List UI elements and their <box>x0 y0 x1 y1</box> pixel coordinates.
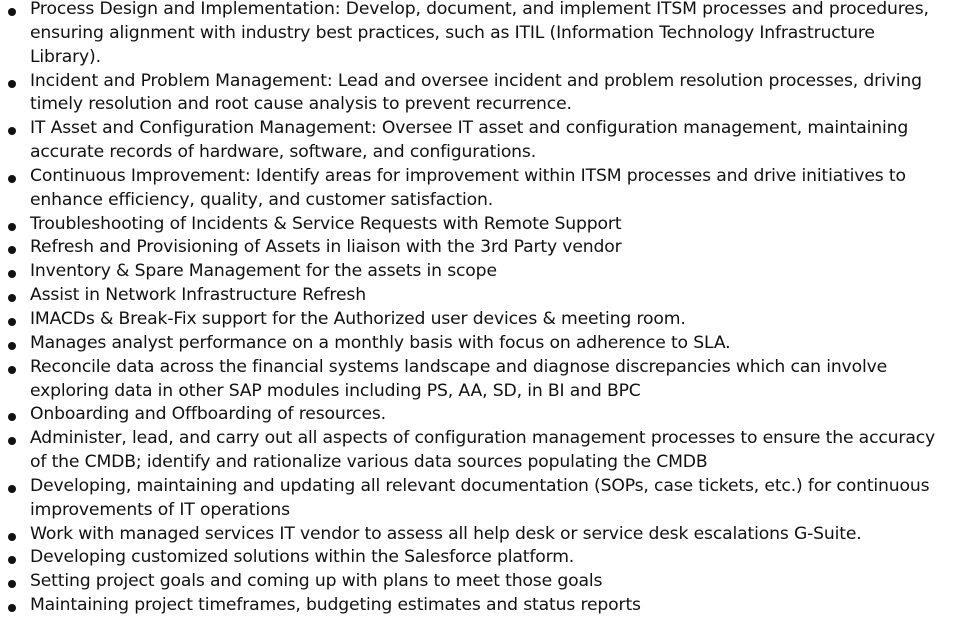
bullet-icon <box>8 246 16 254</box>
list-item <box>0 332 960 356</box>
bullet-icon <box>8 270 16 278</box>
bullet-icon <box>8 533 16 541</box>
list-item <box>0 260 960 284</box>
list-item <box>0 523 960 547</box>
bullet-icon <box>8 413 16 421</box>
list-item-text: Reconcile data across the financial systems landscape and diagnose discrepancies which can involve exploring data in other SAP modules including PS, AA, SD, in BI and BPC <box>30 356 888 401</box>
bullet-icon <box>8 8 16 16</box>
bullet-icon <box>8 342 16 350</box>
bullet-icon <box>8 294 16 302</box>
list-item-text: IT Asset and Configuration Management: Oversee IT asset and configuration management, maintaining accurate records of hardware, software, and configurations. <box>30 118 909 163</box>
list-item <box>0 70 960 118</box>
list-item-text: Manages analyst performance on a monthly basis with focus on adherence to SLA. <box>30 332 731 353</box>
list-item <box>0 475 960 523</box>
list-item-text: Assist in Network Infrastructure Refresh <box>30 285 366 306</box>
list-item <box>0 570 960 594</box>
list-item <box>0 284 960 308</box>
bullet-icon <box>8 604 16 612</box>
list-item-text: Onboarding and Offboarding of resources. <box>30 404 386 425</box>
list-item <box>0 594 960 618</box>
bullet-icon <box>8 175 16 183</box>
list-item-text: Maintaining project timeframes, budgeting estimates and status reports <box>30 595 641 616</box>
bullet-icon <box>8 223 16 231</box>
list-item-text: IMACDs & Break-Fix support for the Authorized user devices & meeting room. <box>30 308 686 329</box>
list-item-text: Work with managed services IT vendor to assess all help desk or service desk escalations G-Suite. <box>30 523 862 544</box>
bullet-icon <box>8 127 16 135</box>
list-item-text: Developing, maintaining and updating all relevant documentation (SOPs, case tickets, etc.) for continuous improvements of IT operations <box>30 475 930 520</box>
list-item-text: Process Design and Implementation: Develop, document, and implement ITSM processes and procedures, ensuring alignment with industry best practices, such as ITIL (Information Technology Infrastructure Library). <box>30 0 929 67</box>
bullet-icon <box>8 366 16 374</box>
list-item <box>0 213 960 237</box>
list-item-text: Troubleshooting of Incidents & Service Requests with Remote Support <box>30 213 622 234</box>
list-item-text: Administer, lead, and carry out all aspects of configuration management processes to ensure the accuracy of the CMDB; identify and rationalize various data sources populating the CMDB <box>30 428 936 473</box>
list-item-text: Inventory & Spare Management for the assets in scope <box>30 261 497 282</box>
list-item <box>0 117 960 165</box>
list-item-text: Incident and Problem Management: Lead and oversee incident and problem resolution processes, driving timely resolution and root cause analysis to prevent recurrence. <box>30 70 922 115</box>
bullet-icon <box>8 437 16 445</box>
bullet-icon <box>8 485 16 493</box>
list-item <box>0 308 960 332</box>
list-item-text: Developing customized solutions within the Salesforce platform. <box>30 547 575 568</box>
list-item <box>0 236 960 260</box>
list-item <box>0 427 960 475</box>
list-item <box>0 165 960 213</box>
bullet-icon <box>8 318 16 326</box>
list-item <box>0 546 960 570</box>
list-item <box>0 0 960 70</box>
bullet-icon <box>8 580 16 588</box>
list-item-text: Refresh and Provisioning of Assets in liaison with the 3rd Party vendor <box>30 237 622 258</box>
list-item-text: Setting project goals and coming up with plans to meet those goals <box>30 571 603 592</box>
list-item <box>0 356 960 404</box>
list-item <box>0 403 960 427</box>
bullet-icon <box>8 80 16 88</box>
list-item-text: Continuous Improvement: Identify areas for improvement within ITSM processes and drive initiatives to enhance efficiency, quality, and customer satisfaction. <box>30 165 906 210</box>
bullet-icon <box>8 556 16 564</box>
